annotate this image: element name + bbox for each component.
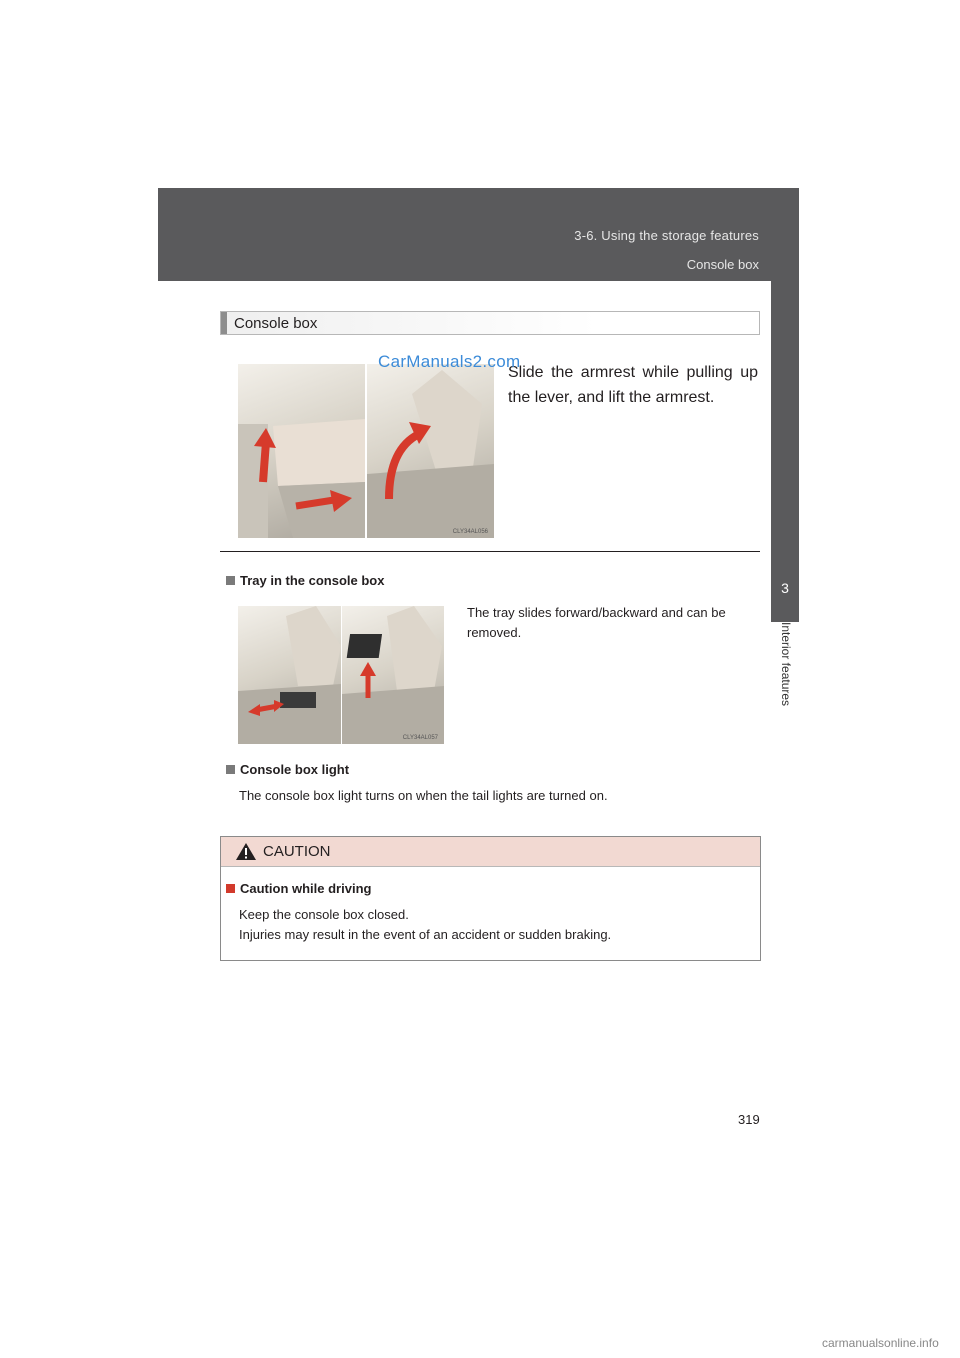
side-tab-chapter-number: 3 — [771, 554, 799, 622]
photo-code-tray: CLY34AL057 — [402, 735, 438, 741]
watermark-top: CarManuals2.com — [378, 352, 521, 371]
section-divider — [220, 551, 760, 552]
section-heading-accent — [221, 312, 227, 334]
bullet-square-red-icon — [226, 884, 235, 893]
bullet-square-icon — [226, 576, 235, 585]
caution-header-band — [221, 837, 760, 867]
tray-slide-photo — [238, 606, 341, 744]
photo-code-step1: CLY34AL056 — [452, 529, 488, 535]
section-heading-bar — [220, 311, 760, 335]
caution-box — [220, 836, 761, 961]
tray-remove-photo — [342, 606, 444, 744]
armrest-slide-photo — [238, 364, 365, 538]
bullet-square-icon — [226, 765, 235, 774]
side-tab-bar — [771, 188, 799, 554]
tray-subheading — [226, 573, 384, 588]
warning-triangle-icon — [235, 842, 257, 861]
header-section-title: 3-6. Using the storage features — [574, 228, 759, 243]
header-subsection-title: Console box — [686, 257, 759, 272]
light-subheading-text: Console box light — [240, 762, 350, 777]
side-tab-label-wrap — [771, 622, 799, 742]
page-number: 319 — [738, 1112, 760, 1127]
watermark-bottom: carmanualsonline.info — [822, 1336, 939, 1350]
caution-line-1: Keep the console box closed. — [239, 907, 409, 922]
light-subheading — [226, 762, 349, 777]
tray-description: The tray slides forward/backward and can be removed. — [467, 605, 726, 640]
caution-subheading-text: Caution while driving — [240, 881, 372, 896]
light-description: The console box light turns on when the tail lights are turned on. — [239, 788, 608, 803]
tray-subheading-text: Tray in the console box — [240, 573, 385, 588]
side-tab-chapter-label: Interior features — [779, 622, 793, 707]
step1-instruction: Slide the armrest while pulling up the lever, and lift the armrest. — [508, 364, 758, 406]
caution-subheading — [226, 881, 371, 896]
page-header-band — [158, 188, 799, 281]
armrest-lift-photo — [367, 364, 494, 538]
section-heading-title: Console box — [234, 315, 318, 332]
caution-title: CAUTION — [263, 843, 331, 860]
caution-line-2: Injuries may result in the event of an accident or sudden braking. — [239, 927, 612, 942]
